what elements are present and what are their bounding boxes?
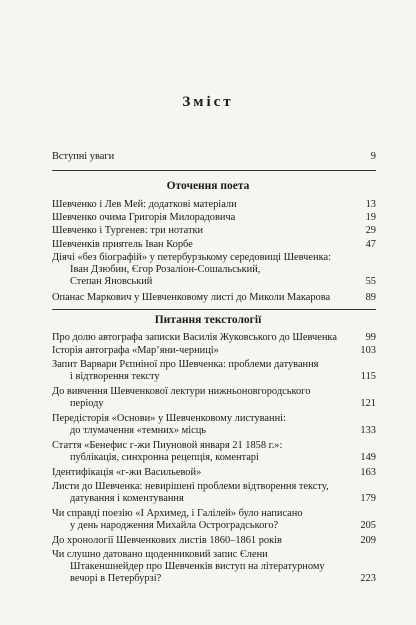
toc-entry[interactable]: [52, 225, 376, 237]
entry-page: 133: [360, 425, 376, 436]
entry-label: Запит Варвари Рєпніної про Шевченка: проблеми датування: [52, 359, 319, 370]
entry-label: Опанас Маркович у Шевченковому листі до Миколи Макарова: [52, 292, 331, 303]
entry-label: Штакеншнейдер про Шевченків виступ на літературному: [70, 561, 325, 572]
entry-page: 179: [360, 493, 376, 504]
toc-entry[interactable]: [52, 549, 376, 585]
entry-page: 115: [360, 371, 376, 382]
toc-entry[interactable]: [52, 212, 376, 224]
toc-entry[interactable]: [52, 332, 376, 344]
entry-label: Шевченко і Тургенев: три нотатки: [52, 225, 204, 236]
entry-label: Степан Яновський: [70, 276, 153, 287]
entry-page: 13: [365, 199, 376, 210]
toc-title: Зміст: [182, 94, 234, 110]
toc-entry-intro[interactable]: [52, 151, 376, 163]
entry-page: 209: [360, 535, 376, 546]
entry-page: 89: [365, 292, 376, 303]
toc-entry[interactable]: [52, 252, 376, 288]
entry-label: Шевченко і Лев Мей: додаткові матеріали: [52, 199, 237, 210]
section-title: Оточення поета: [166, 180, 250, 192]
entry-label: Листи до Шевченка: невирішені проблеми відтворення тексту,: [52, 481, 329, 492]
entry-page: 55: [365, 276, 376, 287]
entry-label: До хронології Шевченкових листів 1860–1861 років: [52, 535, 282, 546]
toc-entry[interactable]: [52, 359, 376, 383]
section-divider: [52, 309, 376, 310]
section-title: Питання текстології: [154, 314, 262, 326]
entry-label: Передісторія «Основи» у Шевченковому листуванні:: [52, 413, 286, 424]
entry-page: 19: [365, 212, 376, 223]
entry-label: Ідентифікація «г-жи Васильевой»: [52, 467, 202, 478]
entry-label: Вступні уваги: [52, 151, 115, 162]
toc-entry[interactable]: [52, 413, 376, 437]
entry-label: публікація, синхронна рецепція, коментарі: [70, 452, 259, 463]
entry-label: Чи справді поезію «І Архимед, і Галілей» було написано: [52, 508, 303, 519]
entry-label: Стаття «Бенефис г-жи Пиуновой января 21 1858 г.»:: [52, 440, 283, 451]
entry-label: Чи слушно датовано щоденниковий запис Єлени: [52, 549, 268, 560]
entry-page: 99: [365, 332, 376, 343]
entry-label: вечорі в Петербурзі?: [70, 573, 162, 584]
entry-page: 121: [360, 398, 376, 409]
entry-label: Історія автографа «Мар’яни-черниці»: [52, 345, 219, 356]
entry-label: до тлумачення «темних» місць: [70, 425, 207, 436]
entry-page: 103: [360, 345, 376, 356]
toc-entry[interactable]: [52, 345, 376, 357]
toc-entry[interactable]: [52, 292, 376, 304]
entry-label: Іван Дзюбин, Єгор Розаліон-Сошальський,: [70, 264, 261, 275]
entry-label: Діячі «без біографій» у петербурзькому середовищі Шевченка:: [52, 252, 331, 263]
entry-label: Про долю автографа записки Василія Жуковського до Шевченка: [52, 332, 337, 343]
entry-page: 163: [360, 467, 376, 478]
toc-entry[interactable]: [52, 239, 376, 251]
entry-label: Шевченко очима Григорія Милорадовича: [52, 212, 236, 223]
section-divider: [52, 170, 376, 171]
toc-entry[interactable]: [52, 199, 376, 211]
toc-entry[interactable]: [52, 481, 376, 505]
entry-label: періоду: [70, 398, 104, 409]
entry-page: 29: [365, 225, 376, 236]
entry-page: 149: [360, 452, 376, 463]
entry-label: і відтворення тексту: [70, 371, 160, 382]
toc-entry[interactable]: [52, 386, 376, 410]
entry-label: Шевченків приятель Іван Корбе: [52, 239, 193, 250]
entry-page: 47: [365, 239, 376, 250]
entry-label: у день народження Михайла Остроградського?: [70, 520, 279, 531]
entry-label: датування і коментування: [70, 493, 184, 504]
entry-page: 9: [370, 151, 376, 162]
toc-entry[interactable]: [52, 535, 376, 547]
entry-page: 223: [360, 573, 376, 584]
toc-entry[interactable]: [52, 508, 376, 532]
toc-entry[interactable]: [52, 467, 376, 479]
entry-label: До вивчення Шевченкової лектури нижньоновгородського: [52, 386, 311, 397]
toc-entry[interactable]: [52, 440, 376, 464]
entry-page: 205: [360, 520, 376, 531]
